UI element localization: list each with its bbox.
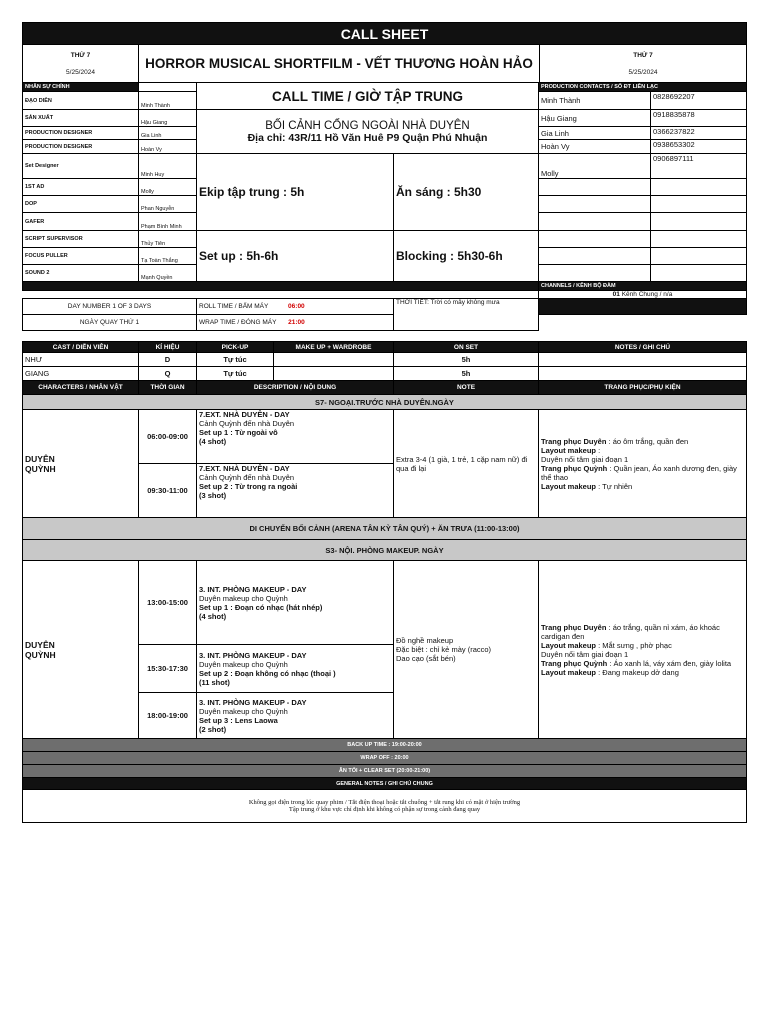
schedule-header-row — [23, 381, 747, 395]
scene-1-characters — [23, 410, 139, 518]
crew-role: 1ST AD — [23, 179, 139, 196]
cast-makeup — [274, 367, 394, 381]
call-time-title: CALL TIME / GIỜ TẬP TRUNG — [197, 83, 539, 110]
costume-text: : Tự nhiên — [596, 481, 633, 491]
scene-shots: (2 shot) — [199, 724, 227, 734]
blocking-time: Blocking : 5h30-6h — [394, 231, 539, 282]
costume-label: Layout makeup — [541, 640, 597, 650]
cast-makeup — [274, 353, 394, 367]
roll-time: 06:00 — [288, 303, 305, 310]
scene-heading: 7.EXT. NHÀ DUYÊN - DAY — [199, 464, 290, 473]
crew-name: Mạnh Quyền — [139, 265, 197, 282]
costume-label: Layout makeup — [541, 667, 597, 677]
sheet-title: CALL SHEET — [23, 23, 747, 45]
cast-header: KÍ HIỆU — [139, 342, 197, 353]
costume-text: : Áo xanh lá, váy xám đen, giày lolita — [607, 658, 732, 668]
schedule-header: NOTE — [394, 381, 539, 395]
crew-name: Hậu Giang — [139, 110, 197, 127]
scene-2-title: S3- NỘI. PHÒNG MAKEUP. NGÀY — [23, 540, 747, 561]
cast-header: MAKE UP + WARDROBE — [274, 342, 394, 353]
channel-num: 01 — [612, 291, 620, 298]
costume-text: Duyên nổi tâm giai đoạn 1 — [541, 649, 629, 659]
contact-name: Gia Linh — [539, 127, 651, 140]
scene-shots: (3 shot) — [199, 491, 227, 500]
cast-pickup: Tự túc — [197, 367, 274, 381]
cast-header-row — [23, 342, 747, 353]
note-line: Đặc biệt : chỉ kẻ mày (racco) — [396, 645, 492, 654]
crew-name: Phan Nguyễn — [139, 196, 197, 213]
scene-desc: Duyên makeup cho Quỳnh — [199, 659, 288, 669]
cast-onset: 5h — [394, 353, 539, 367]
crew-role: ĐẠO DIỄN — [23, 92, 139, 110]
scene-row — [23, 561, 747, 645]
backup-time: BACK UP TIME : 19:00-20:00 — [23, 739, 747, 752]
character-name: DUYÊN — [25, 639, 55, 650]
day-left-cell — [23, 45, 139, 83]
date-left: 5/25/2024 — [66, 68, 95, 76]
scene-setup: Set up 1 : Đoạn có nhạc (hát nhép) — [199, 602, 323, 612]
scene-heading: 3. INT. PHÒNG MAKEUP - DAY — [199, 697, 307, 707]
contact-name: Hậu Giang — [539, 110, 651, 127]
character-name: QUỲNH — [25, 649, 56, 660]
contact-phone: 0828692207 — [651, 92, 747, 110]
crew-role: GAFER — [23, 213, 139, 231]
move-banner: DI CHUYỂN BỐI CẢNH (ARENA TÂN KỲ TÂN QUÝ) + ĂN TRƯA (11:00-13:00) — [23, 518, 747, 540]
wrap-label: WRAP TIME / ĐÓNG MÁY — [199, 319, 277, 326]
scene-shots: (4 shot) — [199, 437, 227, 446]
date-right: 5/25/2024 — [628, 68, 658, 76]
day-info-table — [22, 298, 747, 331]
scene-description — [197, 645, 394, 693]
crew-role: Set Designer — [23, 154, 139, 179]
scene-heading: 3. INT. PHÒNG MAKEUP - DAY — [199, 650, 307, 660]
crew-name: Tạ Toàn Thắng — [139, 248, 197, 265]
costume-text: : Đang makeup dở dang — [596, 667, 679, 677]
scene-time: 18:00-19:00 — [139, 693, 197, 739]
costume-label: Trang phục Quỳnh — [541, 463, 608, 473]
address: Địa chỉ: 43R/11 Hồ Văn Huê P9 Quận Phú Nhuận — [247, 131, 488, 144]
costume-text: : áo trắng, quần nỉ xám, áo khoác cardigan đen — [541, 622, 720, 641]
scene-desc: Cảnh Quỳnh đến nhà Duyên — [199, 419, 295, 428]
cast-row — [23, 367, 747, 381]
contact-phone: 0906897111 — [651, 154, 747, 179]
contact-phone: 0918835878 — [651, 110, 747, 127]
crew-role: PRODUCTION DESIGNER — [23, 127, 139, 140]
scene-heading: 3. INT. PHÒNG MAKEUP - DAY — [199, 584, 307, 594]
crew-name: Thủy Tiên — [139, 231, 197, 248]
cast-notes — [539, 367, 747, 381]
crew-role: SOUND 2 — [23, 265, 139, 282]
wrap-row — [197, 315, 394, 331]
channel-name: Kênh Chung / n/a — [621, 291, 673, 298]
project-title: HORROR MUSICAL SHORTFILM - VẾT THƯƠNG HOÀN HẢO — [139, 45, 540, 83]
cast-code: Q — [139, 367, 197, 381]
character-name: QUỲNH — [25, 463, 56, 474]
cast-pickup: Tự túc — [197, 353, 274, 367]
scene-1-costume — [539, 410, 747, 518]
contact-phone: 0366237822 — [651, 127, 747, 140]
crew-role: PRODUCTION DESIGNER — [23, 140, 139, 154]
day-right: THỨ 7 — [633, 51, 653, 59]
costume-label: Trang phục Duyên — [541, 622, 607, 632]
crew-name: Phạm Bình Minh — [139, 213, 197, 231]
breakfast: Ăn sáng : 5h30 — [394, 154, 539, 231]
separator-bar — [23, 282, 539, 291]
scene-time: 06:00-09:00 — [139, 410, 197, 464]
note-line: Dao cạo (sắt bén) — [396, 654, 456, 663]
contact-name: Minh Thành — [539, 92, 651, 110]
weather-bar — [539, 299, 747, 315]
contact-name: Molly — [539, 154, 651, 179]
channels-header: CHANNELS / KÊNH BỘ ĐÀM — [539, 282, 747, 291]
costume-label: Layout makeup — [541, 481, 597, 491]
ekip-call: Ekip tập trung : 5h — [197, 154, 394, 231]
crew-role: FOCUS PULLER — [23, 248, 139, 265]
cast-header: PICK-UP — [197, 342, 274, 353]
crew-name: Molly — [139, 179, 197, 196]
cast-name: GIANG — [23, 367, 139, 381]
scene-1-note: Extra 3-4 (1 già, 1 trẻ, 1 cặp nam nữ) đi qua đi lại — [394, 410, 539, 518]
scene-setup: Set up 1 : Từ ngoài vô — [199, 428, 278, 437]
schedule-header: TRANG PHỤC/PHỤ KIỆN — [539, 381, 747, 395]
schedule-table — [22, 380, 747, 823]
scene-setup: Set up 2 : Đoạn không có nhạc (thoại ) — [199, 668, 336, 678]
scene-setup: Set up 2 : Từ trong ra ngoài — [199, 482, 298, 491]
costume-text: : — [596, 445, 601, 455]
scene-heading: 7.EXT. NHÀ DUYÊN - DAY — [199, 410, 290, 419]
day-right-cell — [540, 45, 747, 83]
general-note: Không gọi điện trong lúc quay phim / Tắt điện thoại hoặc tắt chuông + tắt rung khi có mặt ở hiện trường — [248, 799, 521, 806]
schedule-header: THỜI GIAN — [139, 381, 197, 395]
contact-phone: 0938653302 — [651, 140, 747, 154]
costume-label: Trang phục Duyên — [541, 436, 607, 446]
costume-text: : Mắt sưng , phờ phạc — [596, 640, 672, 650]
setup-time: Set up : 5h-6h — [197, 231, 394, 282]
cast-header: NOTES / GHI CHÚ — [539, 342, 747, 353]
scene-2-note — [394, 561, 539, 739]
scene-description — [197, 410, 394, 464]
scene-time: 15:30-17:30 — [139, 645, 197, 693]
scene-row — [23, 410, 747, 464]
costume-text: Duyên nổi tâm giai đoạn 1 — [541, 454, 629, 464]
scene-description — [197, 693, 394, 739]
cast-row — [23, 353, 747, 367]
crew-table — [22, 82, 747, 299]
cast-onset: 5h — [394, 367, 539, 381]
cast-header: CAST / DIỄN VIÊN — [23, 342, 139, 353]
cast-header: ON SET — [394, 342, 539, 353]
roll-label: ROLL TIME / BẤM MÁY — [199, 303, 269, 310]
scene-2-characters — [23, 561, 139, 739]
cast-name: NHƯ — [23, 353, 139, 367]
cast-notes — [539, 353, 747, 367]
location-title: BỐI CẢNH CỔNG NGOÀI NHÀ DUYÊN — [265, 119, 470, 132]
crew-header: NHÂN SỰ CHÍNH — [23, 83, 139, 92]
day-left: THỨ 7 — [70, 51, 91, 59]
crew-role: SẢN XUẤT — [23, 110, 139, 127]
roll-row — [197, 299, 394, 315]
scene-desc: Duyên makeup cho Quỳnh — [199, 593, 288, 603]
dinner: ĂN TỐI + CLEAR SET (20:00-21:00) — [23, 765, 747, 778]
costume-label: Layout makeup — [541, 445, 597, 455]
crew-name: Minh Huy — [139, 154, 197, 179]
scene-shots: (4 shot) — [199, 611, 227, 621]
crew-name: Minh Thành — [139, 92, 197, 110]
general-notes — [23, 790, 747, 823]
costume-label: Trang phục Quỳnh — [541, 658, 608, 668]
scene-time: 09:30-11:00 — [139, 464, 197, 518]
location-cell — [197, 110, 539, 154]
character-name: DUYÊN — [25, 453, 55, 464]
scene-time: 13:00-15:00 — [139, 561, 197, 645]
costume-text: : áo ôm trắng, quần đen — [606, 436, 689, 446]
header-table — [22, 22, 747, 83]
day-number: DAY NUMBER 1 OF 3 DAYS — [23, 299, 197, 315]
wrap-time: 21:00 — [288, 319, 305, 326]
costume-text: : Quần jean, Áo xanh dương đen, giày thể thao — [541, 463, 737, 482]
note-line: Đồ nghề makeup — [396, 636, 454, 645]
crew-role: SCRIPT SUPERVISOR — [23, 231, 139, 248]
scene-shots: (11 shot) — [199, 677, 230, 687]
crew-name: Gia Linh — [139, 127, 197, 140]
scene-description — [197, 464, 394, 518]
wrap-off: WRAP OFF : 20:00 — [23, 752, 747, 765]
weather: THỜI TIẾT: Trời có mây không mưa — [394, 299, 539, 331]
crew-name: Hoàn Vy — [139, 140, 197, 154]
contacts-header: PRODUCTION CONTACTS / SỐ ĐT LIÊN LẠC — [539, 83, 747, 92]
scene-setup: Set up 3 : Lens Laowa — [199, 715, 278, 725]
contact-name: Hoàn Vy — [539, 140, 651, 154]
schedule-header: CHARACTERS / NHÂN VẬT — [23, 381, 139, 395]
scene-description — [197, 561, 394, 645]
scene-desc: Cảnh Quỳnh đến nhà Duyên — [199, 473, 295, 482]
general-note: Tập trung ở khu vực chỉ định khi không có phận sự trong cảnh đang quay — [288, 806, 481, 813]
scene-desc: Duyên makeup cho Quỳnh — [199, 706, 288, 716]
scene-2-costume — [539, 561, 747, 739]
crew-role: DOP — [23, 196, 139, 213]
cast-code: D — [139, 353, 197, 367]
shoot-day: NGÀY QUAY THỨ 1 — [23, 315, 197, 331]
scene-1-title: S7- NGOẠI.TRƯỚC NHÀ DUYÊN.NGÀY — [23, 395, 747, 410]
call-sheet — [22, 22, 746, 823]
general-notes-header: GENERAL NOTES / GHI CHÚ CHUNG — [23, 778, 747, 790]
schedule-header: DESCRIPTION / NỘI DUNG — [197, 381, 394, 395]
cast-table — [22, 341, 747, 381]
